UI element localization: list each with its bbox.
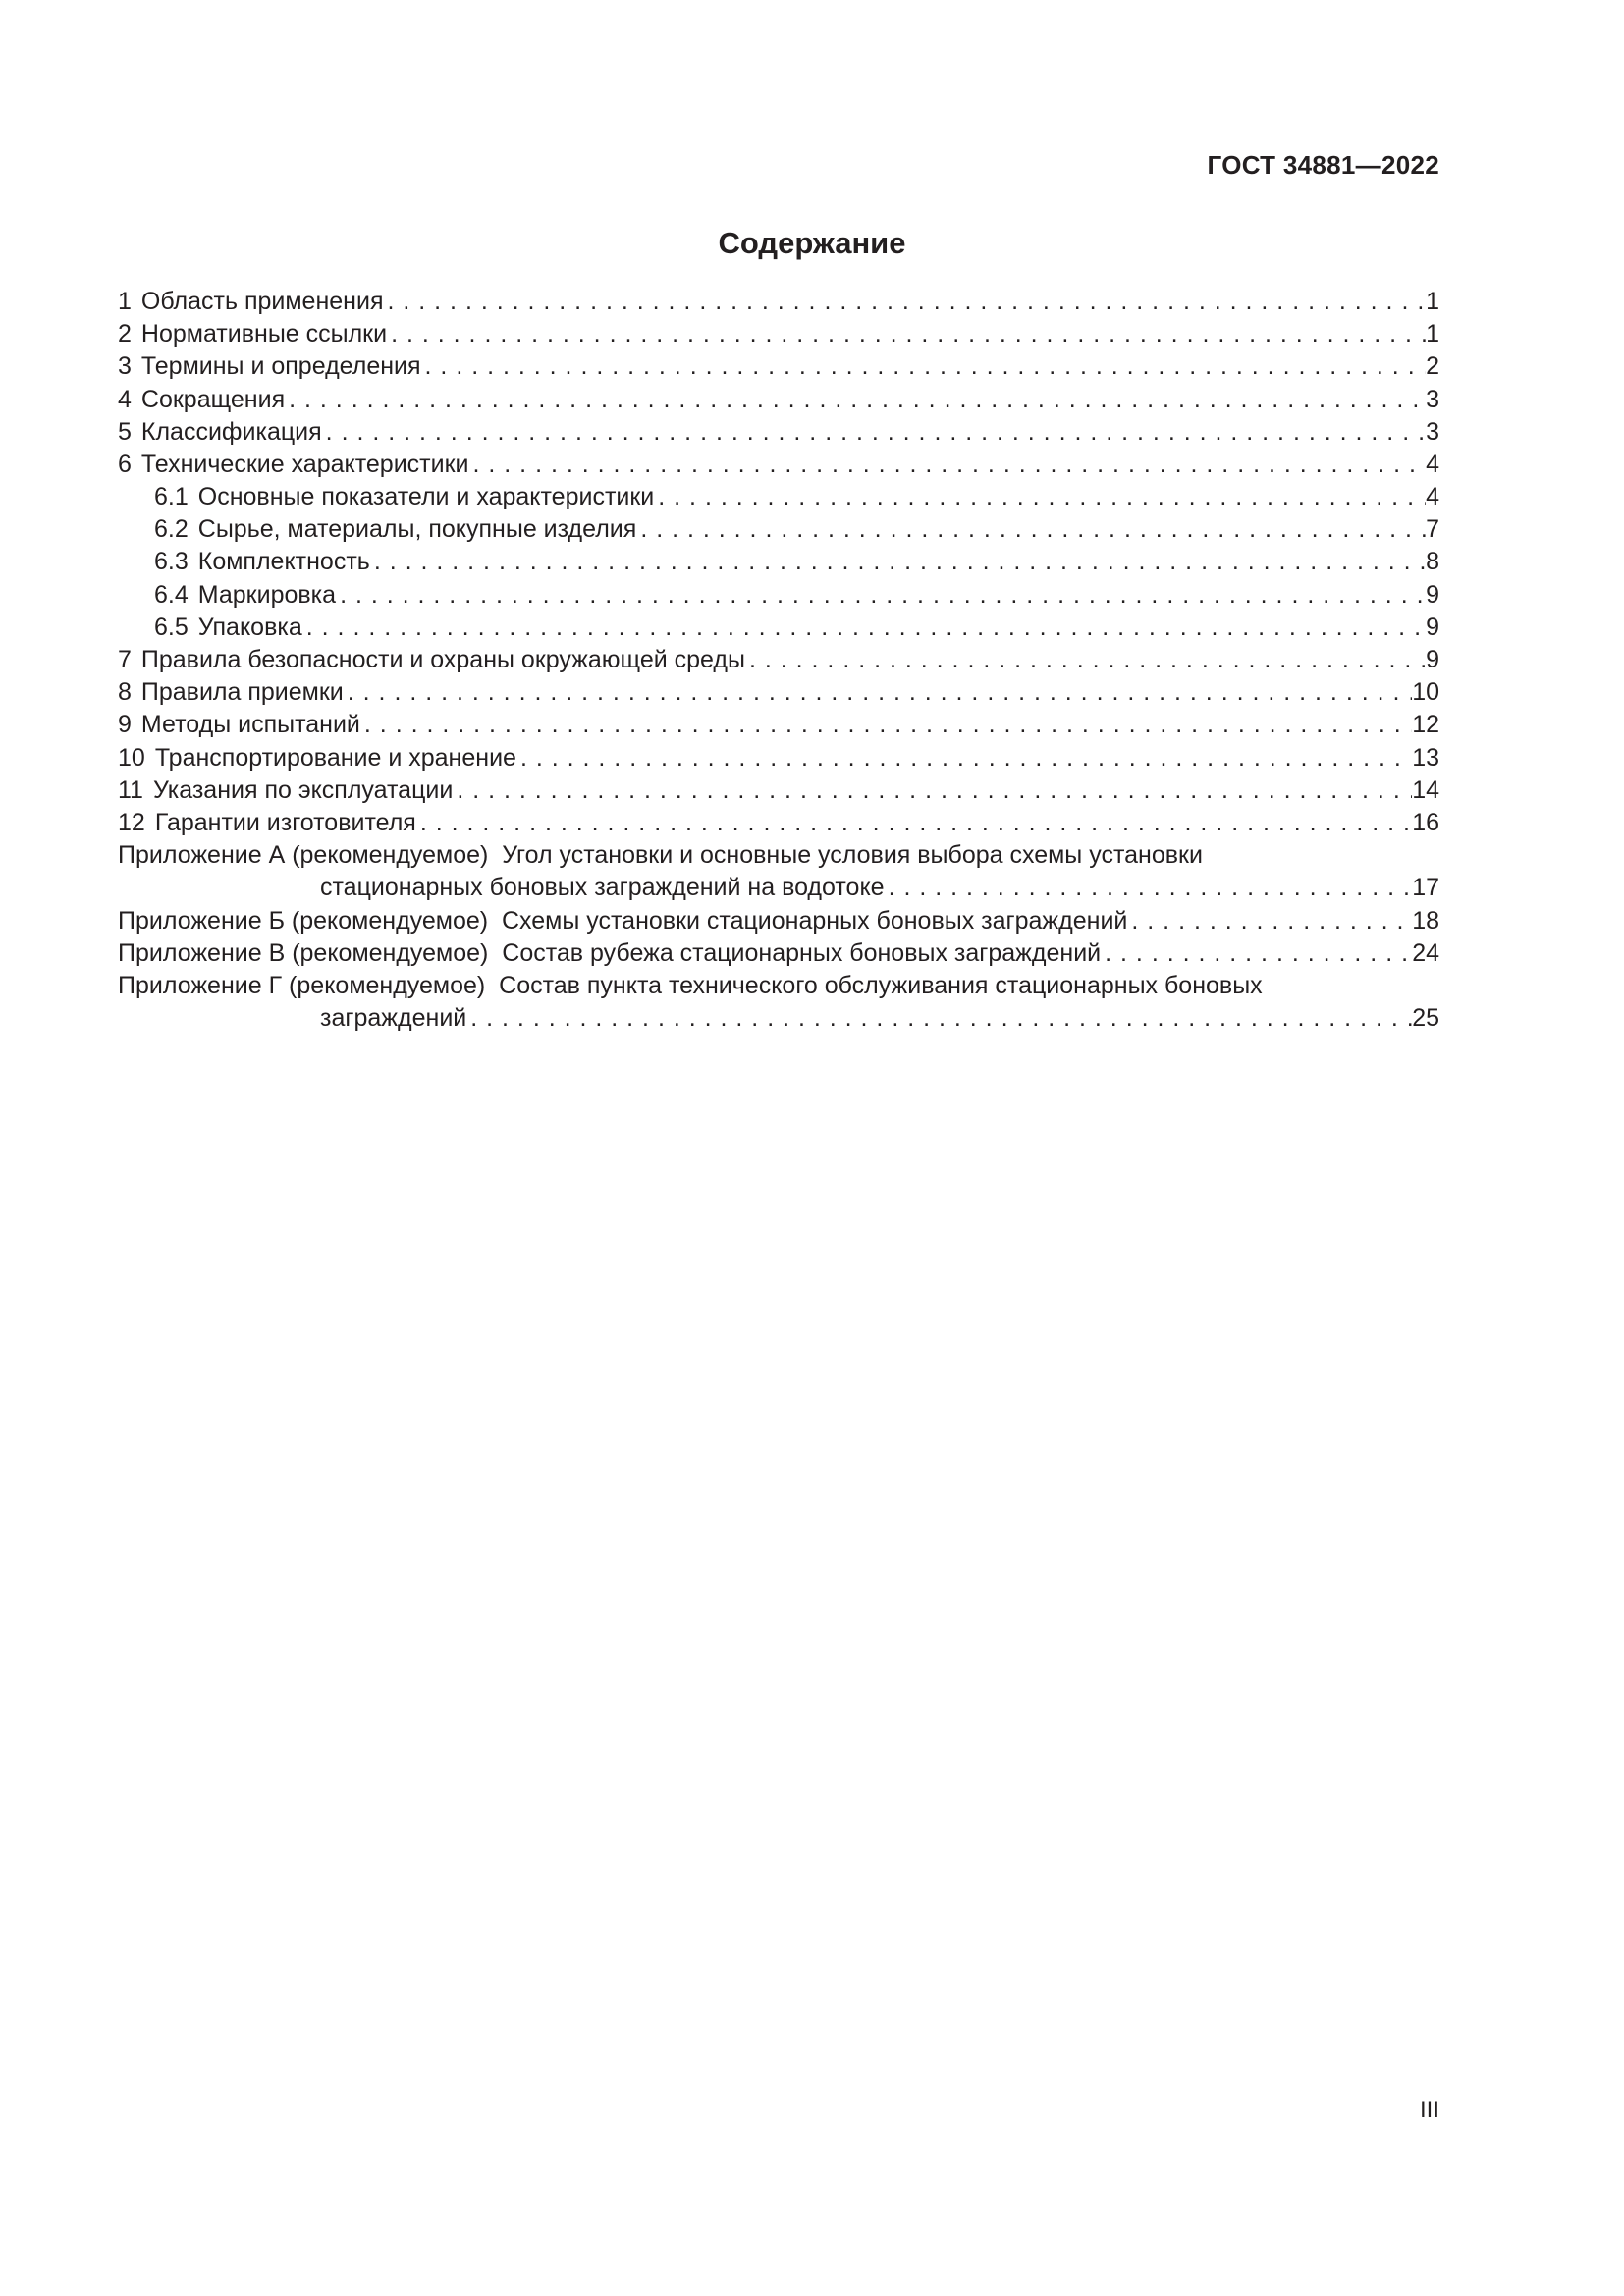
toc-entry-number: 6.1 (154, 483, 189, 511)
toc-entry-number: 2 (118, 320, 132, 348)
toc-entry-page: 9 (1426, 646, 1439, 674)
toc-entry-page: 25 (1412, 1004, 1439, 1033)
toc-appendix-label: Приложение Б (рекомендуемое) Схемы установки стационарных боновых заграждений (118, 906, 1128, 934)
toc-entry-label: Указания по эксплуатации (152, 775, 454, 804)
table-of-contents (118, 286, 1439, 1035)
toc-entry-label: Гарантии изготовителя (154, 808, 416, 836)
toc-title: Содержание (718, 226, 906, 260)
toc-entry-6-4[interactable] (118, 579, 1439, 612)
document-code: ГОСТ 34881—2022 (1207, 150, 1439, 180)
toc-leader-dots (383, 286, 1426, 318)
toc-appendix-label: Приложение Г (рекомендуемое) Состав пункта технического обслуживания стационарных боновых (118, 971, 1263, 999)
toc-entry-number: 8 (118, 678, 132, 707)
toc-entry-page: 3 (1426, 385, 1439, 413)
page-number: III (1419, 2097, 1439, 2123)
toc-entry-11[interactable] (118, 774, 1439, 807)
toc-entry-page: 17 (1412, 874, 1439, 902)
toc-entry-page: 1 (1426, 287, 1439, 315)
toc-entry-page: 8 (1426, 548, 1439, 576)
toc-entry-number: 11 (118, 775, 143, 804)
toc-entry-label: Нормативные ссылки (140, 320, 388, 348)
toc-entry-number: 6.2 (154, 515, 189, 544)
toc-appendix-a-heading[interactable] (118, 839, 1439, 872)
toc-entry-number: 6.4 (154, 580, 189, 609)
toc-leader-dots (302, 612, 1426, 644)
toc-entry-page: 13 (1412, 743, 1439, 772)
toc-entry-page: 18 (1412, 906, 1439, 934)
toc-entry-6-3[interactable] (118, 547, 1439, 579)
toc-entry-page: 9 (1426, 580, 1439, 609)
toc-entry-page: 1 (1426, 320, 1439, 348)
toc-leader-dots (885, 872, 1413, 904)
toc-entry-number: 6.3 (154, 548, 189, 576)
toc-entry-1[interactable] (118, 286, 1439, 318)
toc-entry-page: 2 (1426, 352, 1439, 381)
toc-entry-page: 3 (1426, 417, 1439, 446)
toc-entry-label: Маркировка (197, 580, 337, 609)
toc-leader-dots (370, 546, 1426, 578)
toc-entry-number: 6.5 (154, 613, 189, 641)
toc-appendix-label: Приложение В (рекомендуемое) Состав рубежа стационарных боновых заграждений (118, 938, 1102, 967)
toc-entry-number: 1 (118, 287, 132, 315)
toc-entry-6-2[interactable] (118, 513, 1439, 546)
toc-entry-12[interactable] (118, 807, 1439, 839)
toc-entry-9[interactable] (118, 709, 1439, 741)
toc-leader-dots (1101, 937, 1412, 970)
toc-leader-dots (636, 513, 1426, 546)
toc-entry-number: 7 (118, 646, 132, 674)
toc-entry-10[interactable] (118, 742, 1439, 774)
toc-entry-label: Область применения (140, 287, 384, 315)
toc-entry-page: 10 (1412, 678, 1439, 707)
toc-entry-label: Классификация (140, 417, 322, 446)
toc-leader-dots (466, 1002, 1412, 1035)
toc-entry-number: 4 (118, 385, 132, 413)
toc-entry-3[interactable] (118, 350, 1439, 383)
toc-entry-6-1[interactable] (118, 481, 1439, 513)
toc-leader-dots (387, 318, 1426, 350)
toc-entry-page: 4 (1426, 450, 1439, 478)
toc-entry-page: 16 (1412, 808, 1439, 836)
toc-entry-page: 7 (1426, 515, 1439, 544)
toc-entry-5[interactable] (118, 416, 1439, 449)
toc-leader-dots (453, 774, 1412, 807)
toc-appendix-label-continuation: заграждений (320, 1004, 467, 1033)
toc-leader-dots (416, 807, 1412, 839)
toc-leader-dots (322, 416, 1426, 449)
toc-leader-dots (344, 676, 1412, 709)
toc-entry-label: Правила безопасности и охраны окружающей среды (140, 646, 745, 674)
toc-entry-page: 14 (1412, 775, 1439, 804)
toc-entry-2[interactable] (118, 318, 1439, 350)
toc-entry-label: Упаковка (197, 613, 302, 641)
toc-leader-dots (469, 449, 1427, 481)
toc-entry-number: 6 (118, 450, 132, 478)
toc-entry-4[interactable] (118, 384, 1439, 416)
toc-entry-label: Сырье, материалы, покупные изделия (197, 515, 637, 544)
toc-entry-label: Комплектность (197, 548, 370, 576)
toc-appendix-label: Приложение А (рекомендуемое) Угол установки и основные условия выбора схемы установки (118, 841, 1203, 870)
toc-leader-dots (516, 742, 1412, 774)
toc-appendix-b[interactable] (118, 905, 1439, 937)
toc-entry-number: 9 (118, 711, 132, 739)
toc-entry-number: 3 (118, 352, 132, 381)
toc-entry-7[interactable] (118, 644, 1439, 676)
toc-entry-page: 12 (1412, 711, 1439, 739)
toc-appendix-label-continuation: стационарных боновых заграждений на водотоке (320, 874, 885, 902)
toc-entry-label: Технические характеристики (140, 450, 469, 478)
toc-appendix-a-continuation[interactable] (118, 872, 1439, 904)
toc-leader-dots (1127, 905, 1412, 937)
toc-entry-page: 24 (1412, 938, 1439, 967)
toc-entry-page: 9 (1426, 613, 1439, 641)
toc-leader-dots (336, 579, 1426, 612)
toc-entry-8[interactable] (118, 676, 1439, 709)
toc-leader-dots (654, 481, 1426, 513)
toc-entry-label: Основные показатели и характеристики (197, 483, 655, 511)
toc-entry-number: 12 (118, 808, 145, 836)
toc-entry-page: 4 (1426, 483, 1439, 511)
toc-entry-number: 5 (118, 417, 132, 446)
toc-leader-dots (421, 350, 1427, 383)
toc-leader-dots (285, 384, 1426, 416)
toc-entry-label: Транспортирование и хранение (154, 743, 516, 772)
toc-entry-label: Термины и определения (140, 352, 421, 381)
toc-appendix-v[interactable] (118, 937, 1439, 970)
toc-appendix-g-heading[interactable] (118, 970, 1439, 1002)
toc-leader-dots (360, 709, 1412, 741)
toc-leader-dots (745, 644, 1426, 676)
toc-appendix-g-continuation[interactable] (118, 1002, 1439, 1035)
toc-entry-6[interactable] (118, 449, 1439, 481)
toc-entry-number: 10 (118, 743, 145, 772)
toc-entry-label: Правила приемки (140, 678, 344, 707)
toc-entry-6-5[interactable] (118, 612, 1439, 644)
toc-entry-label: Сокращения (140, 385, 286, 413)
toc-entry-label: Методы испытаний (140, 711, 360, 739)
